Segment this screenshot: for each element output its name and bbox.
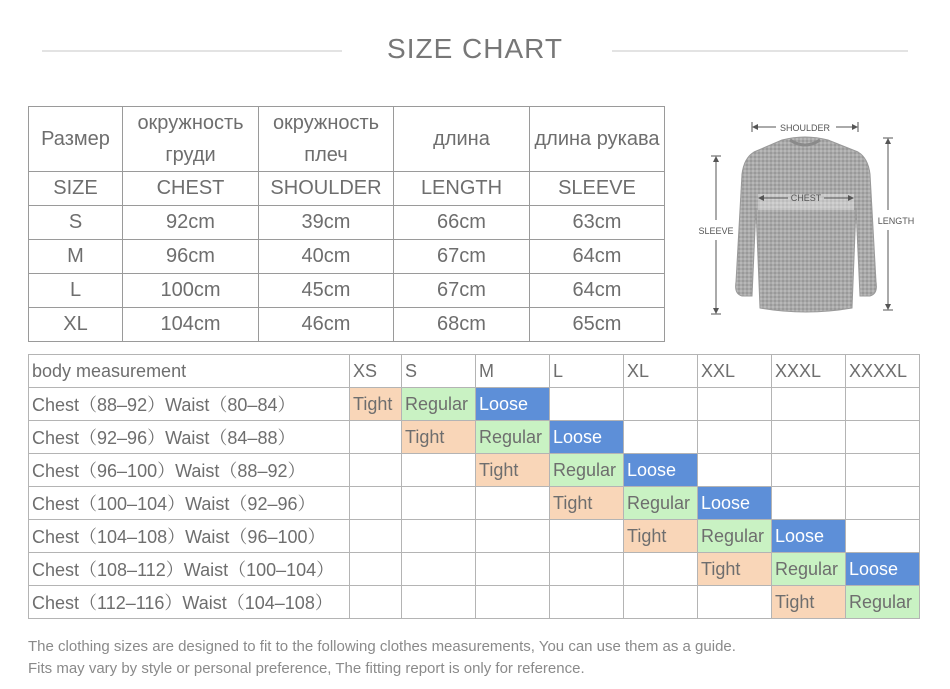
fit-cell [550, 553, 624, 586]
header-cell: S [402, 355, 476, 388]
fit-cell: Tight [772, 586, 846, 619]
fit-cell [476, 553, 550, 586]
fit-cell [350, 553, 402, 586]
header-cell: body measurement [29, 355, 350, 388]
fit-cell: Tight [402, 421, 476, 454]
fit-cell: Loose [698, 487, 772, 520]
fit-cell [350, 421, 402, 454]
fit-cell: Tight [350, 388, 402, 421]
fit-cell [846, 388, 920, 421]
table-cell: XL [29, 308, 123, 342]
fit-table-header [29, 355, 920, 388]
table-row [29, 421, 920, 454]
shoulder-label: SHOULDER [779, 123, 831, 133]
table-cell: 39cm [259, 206, 394, 240]
fit-cell [772, 487, 846, 520]
fit-cell [550, 586, 624, 619]
fit-cell [550, 388, 624, 421]
header-cell: SIZE [29, 172, 123, 206]
table-cell: 68cm [394, 308, 530, 342]
fit-cell [402, 520, 476, 553]
table-row [29, 553, 920, 586]
row-label: Chest（104–108）Waist（96–100） [29, 520, 350, 553]
header-cell: SHOULDER [259, 172, 394, 206]
fit-cell: Regular [698, 520, 772, 553]
header-cell: Размер [29, 107, 123, 172]
sleeve-label: SLEEVE [698, 226, 734, 236]
header-cell: SLEEVE [530, 172, 665, 206]
table-cell: 66cm [394, 206, 530, 240]
fit-cell [402, 454, 476, 487]
table-cell: 67cm [394, 274, 530, 308]
row-label: Chest（92–96）Waist（84–88） [29, 421, 350, 454]
fit-cell [476, 586, 550, 619]
table-cell: 67cm [394, 240, 530, 274]
table-row [29, 454, 920, 487]
header-cell: M [476, 355, 550, 388]
fit-cell [350, 487, 402, 520]
title-divider-right [612, 50, 908, 52]
fit-cell [624, 421, 698, 454]
table-row [29, 388, 920, 421]
table-row [29, 240, 665, 274]
header-cell: XS [350, 355, 402, 388]
table-cell: 64cm [530, 240, 665, 274]
table-cell: 40cm [259, 240, 394, 274]
fit-table [28, 354, 920, 619]
row-label: Chest（96–100）Waist（88–92） [29, 454, 350, 487]
footer-note: Fits may vary by style or personal preference, The fitting report is only for reference. [28, 660, 585, 677]
fit-cell [402, 487, 476, 520]
fit-cell: Tight [624, 520, 698, 553]
table-row [29, 206, 665, 240]
row-label: Chest（100–104）Waist（92–96） [29, 487, 350, 520]
row-label: Chest（108–112）Waist（100–104） [29, 553, 350, 586]
size-table-header-en [29, 172, 665, 206]
table-cell: 104cm [123, 308, 259, 342]
fit-cell: Regular [550, 454, 624, 487]
fit-cell: Regular [402, 388, 476, 421]
footer-note: The clothing sizes are designed to fit to the following clothes measurements, You can use them as a guide. [28, 638, 736, 655]
length-label: LENGTH [877, 216, 915, 226]
fit-cell [350, 520, 402, 553]
fit-cell: Regular [476, 421, 550, 454]
table-row [29, 274, 665, 308]
table-cell: 100cm [123, 274, 259, 308]
fit-cell [846, 454, 920, 487]
size-table-header-ru [29, 107, 665, 172]
header-cell: окружность груди [123, 107, 259, 172]
fit-cell [772, 388, 846, 421]
fit-cell [350, 454, 402, 487]
fit-cell [772, 421, 846, 454]
sweater-illustration [690, 112, 920, 332]
fit-cell [624, 388, 698, 421]
fit-cell [350, 586, 402, 619]
size-table [28, 106, 665, 342]
fit-cell: Regular [624, 487, 698, 520]
row-label: Chest（112–116）Waist（104–108） [29, 586, 350, 619]
fit-cell [698, 388, 772, 421]
table-row [29, 586, 920, 619]
table-cell: 92cm [123, 206, 259, 240]
fit-cell: Loose [550, 421, 624, 454]
table-cell: 65cm [530, 308, 665, 342]
header-cell: окружность плеч [259, 107, 394, 172]
fit-cell [476, 520, 550, 553]
row-label: Chest（88–92）Waist（80–84） [29, 388, 350, 421]
fit-cell [402, 553, 476, 586]
header-cell: XXL [698, 355, 772, 388]
header-cell: XXXL [772, 355, 846, 388]
fit-cell: Tight [698, 553, 772, 586]
table-cell: 96cm [123, 240, 259, 274]
table-cell: 45cm [259, 274, 394, 308]
fit-cell [846, 487, 920, 520]
fit-cell [772, 454, 846, 487]
fit-cell [476, 487, 550, 520]
sweater-shape [736, 137, 877, 312]
table-row [29, 487, 920, 520]
fit-cell [698, 586, 772, 619]
header-cell: длина рукава [530, 107, 665, 172]
table-cell: L [29, 274, 123, 308]
fit-cell [698, 421, 772, 454]
sweater-measurement-diagram [690, 112, 920, 332]
title-row [0, 0, 950, 100]
fit-cell [624, 553, 698, 586]
table-cell: S [29, 206, 123, 240]
header-cell: XL [624, 355, 698, 388]
fit-cell: Tight [550, 487, 624, 520]
table-cell: 46cm [259, 308, 394, 342]
fit-cell: Loose [624, 454, 698, 487]
header-cell: XXXXL [846, 355, 920, 388]
header-cell: длина [394, 107, 530, 172]
fit-cell: Regular [846, 586, 920, 619]
fit-cell: Regular [772, 553, 846, 586]
header-cell: CHEST [123, 172, 259, 206]
page-title: SIZE CHART [387, 33, 563, 64]
fit-cell [698, 454, 772, 487]
chest-label: CHEST [790, 193, 822, 203]
fit-cell [550, 520, 624, 553]
fit-cell [402, 586, 476, 619]
fit-cell: Loose [772, 520, 846, 553]
table-cell: 63cm [530, 206, 665, 240]
table-cell: M [29, 240, 123, 274]
header-cell: L [550, 355, 624, 388]
table-row [29, 520, 920, 553]
fit-cell: Loose [476, 388, 550, 421]
fit-cell: Tight [476, 454, 550, 487]
fit-cell [624, 586, 698, 619]
fit-cell: Loose [846, 553, 920, 586]
fit-cell [846, 520, 920, 553]
table-cell: 64cm [530, 274, 665, 308]
fit-cell [846, 421, 920, 454]
table-row [29, 308, 665, 342]
header-cell: LENGTH [394, 172, 530, 206]
